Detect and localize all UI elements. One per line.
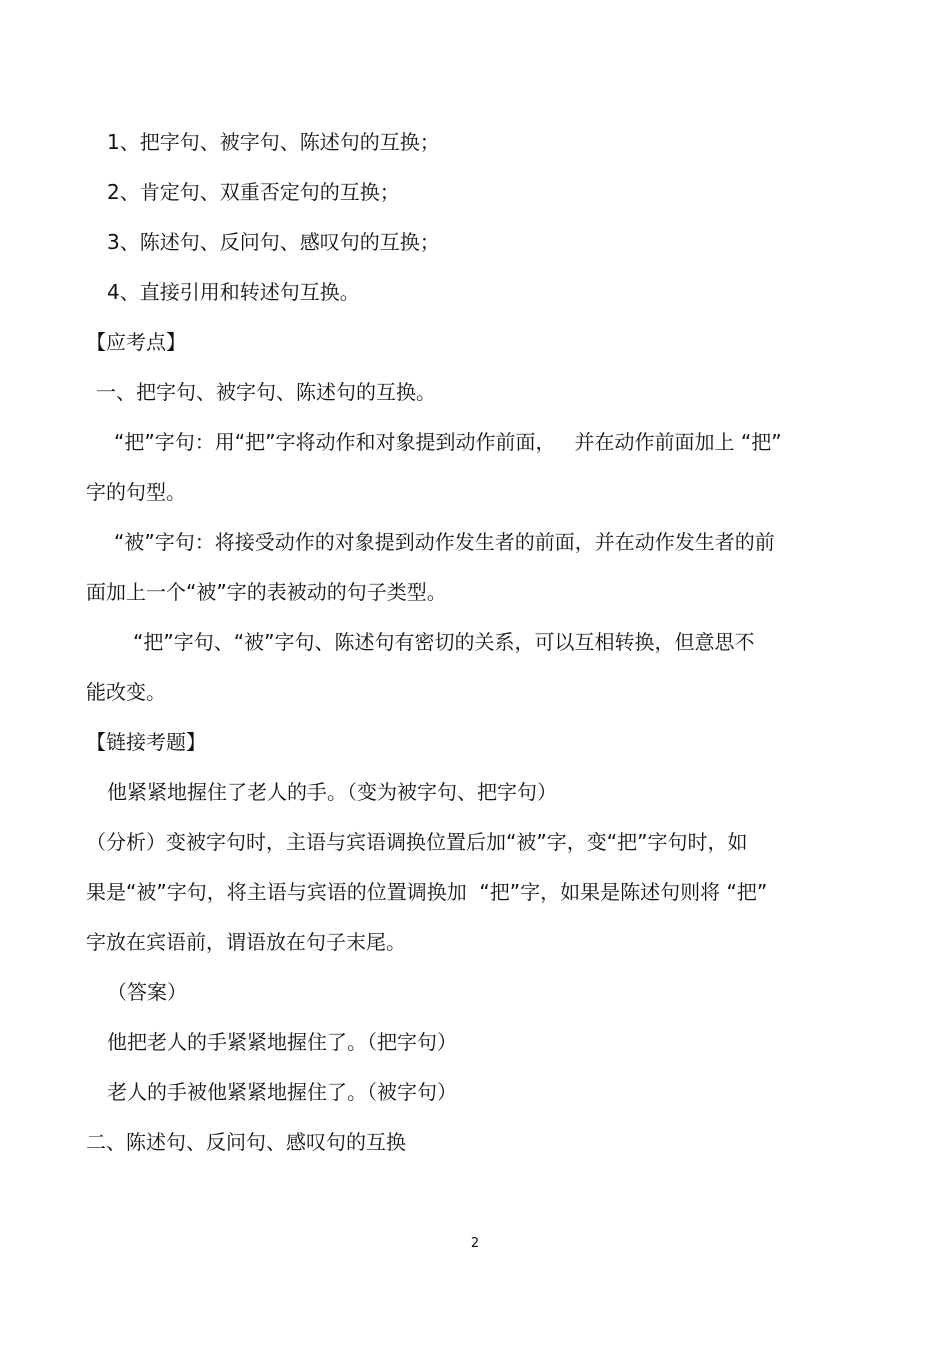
list-item-3: 3、陈述句、反问句、感叹句的互换； bbox=[107, 230, 440, 254]
paragraph-ba-line-1: “把”字句：用“把”字将动作和对象提到动作前面， 并在动作前面加上 “把” bbox=[114, 430, 782, 454]
list-item-1: 1、把字句、被字句、陈述句的互换； bbox=[107, 130, 440, 154]
answer-line-2: 老人的手被他紧紧地握住了。（被字句） bbox=[107, 1080, 457, 1104]
analysis-line-2: 果是“被”字句，将主语与宾语的位置调换加 “把”字，如果是陈述句则将 “把” bbox=[86, 880, 768, 904]
paragraph-bei-line-2: 面加上一个“被”字的表被动的句子类型。 bbox=[86, 580, 447, 604]
list-item-4: 4、直接引用和转述句互换。 bbox=[107, 280, 360, 304]
page-number: 2 bbox=[470, 1236, 480, 1251]
answer-line-1: 他把老人的手紧紧地握住了。（把字句） bbox=[107, 1030, 457, 1054]
list-item-2: 2、肯定句、双重否定句的互换； bbox=[107, 180, 400, 204]
analysis-line-1: （分析）变被字句时，主语与宾语调换位置后加“被”字，变“把”字句时，如 bbox=[86, 830, 748, 854]
analysis-line-3: 字放在宾语前，谓语放在句子末尾。 bbox=[86, 930, 406, 954]
paragraph-bei-line-1: “被”字句：将接受动作的对象提到动作发生者的前面，并在动作发生者的前 bbox=[114, 530, 775, 554]
section-heading-linked-question: 【链接考题】 bbox=[86, 730, 206, 754]
section-heading-exam-points: 【应考点】 bbox=[86, 330, 186, 354]
answer-heading: （答案） bbox=[107, 980, 187, 1004]
paragraph-relation-line-1: “把”字句、“被”字句、陈述句有密切的关系，可以互相转换，但意思不 bbox=[133, 630, 755, 654]
question-text: 他紧紧地握住了老人的手。（变为被字句、把字句） bbox=[107, 780, 557, 804]
subheading-one: 一、把字句、被字句、陈述句的互换。 bbox=[96, 380, 436, 404]
paragraph-ba-line-2: 字的句型。 bbox=[86, 480, 186, 504]
paragraph-relation-line-2: 能改变。 bbox=[86, 680, 166, 704]
subheading-two: 二、陈述句、反问句、感叹句的互换 bbox=[86, 1130, 406, 1154]
